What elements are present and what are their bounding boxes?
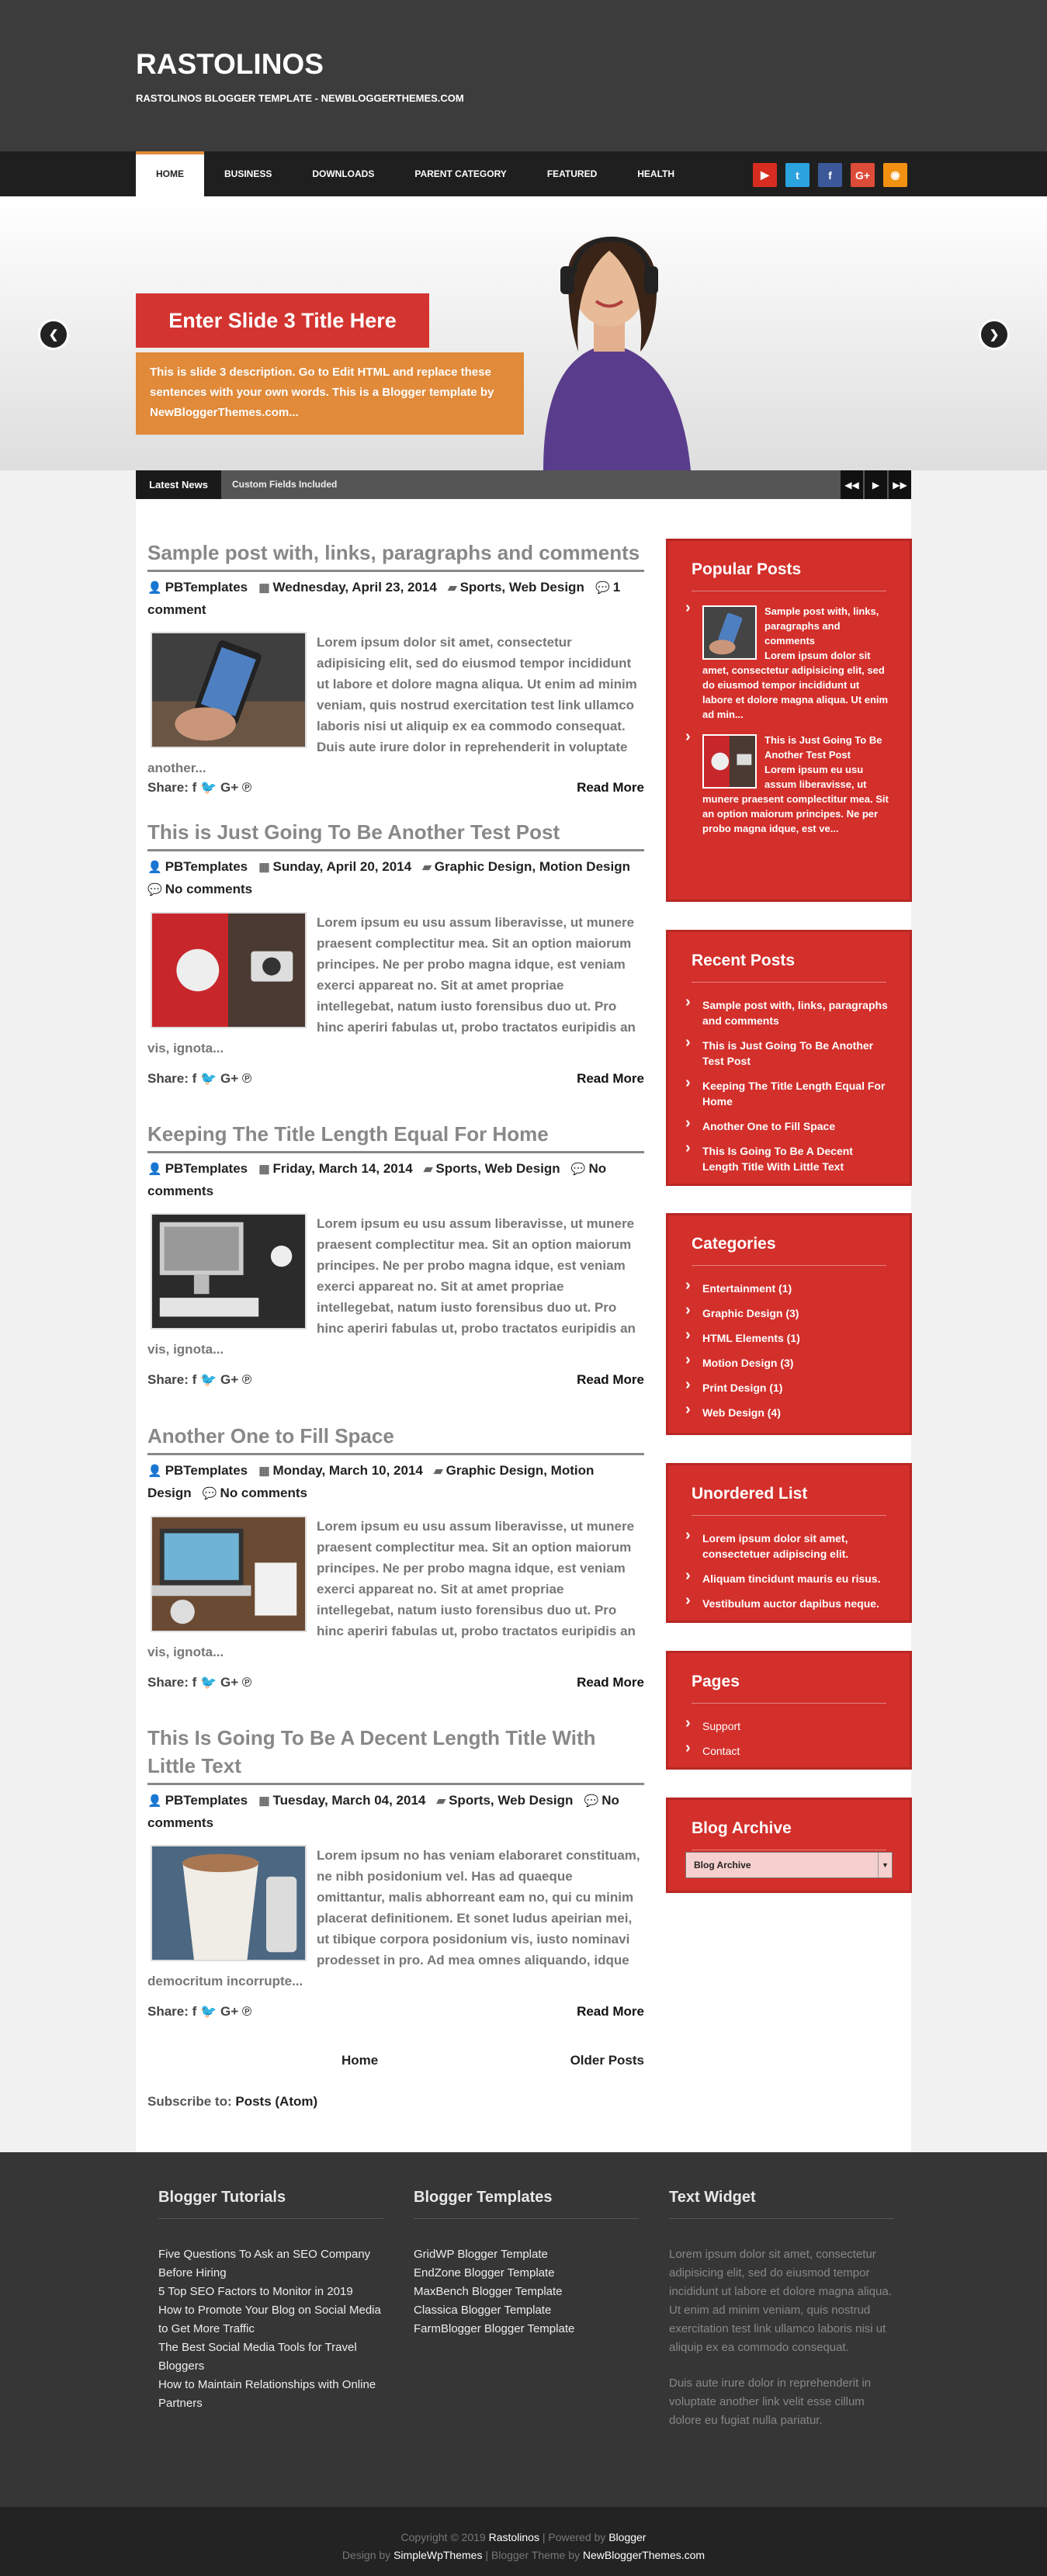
widget-title: Blog Archive [692,1819,792,1837]
archive-select-value: Blog Archive [694,1860,751,1870]
nav-featured[interactable]: FEATURED [546,168,598,179]
share-label: Share: [147,2004,189,2019]
comment-icon: 💬 [202,1487,217,1500]
home-link[interactable]: Home [341,2053,379,2068]
unordered-list-widget [666,1463,912,1623]
popular-posts-widget [666,539,912,902]
folder-icon: ▰ [434,1465,443,1478]
google-plus-icon[interactable]: G+ [220,780,239,795]
calendar-icon: ▦ [258,1794,270,1808]
copyright-bar [0,2507,1047,2576]
twitter-icon[interactable]: 🐦 [200,1675,217,1690]
chevron-down-icon: ▼ [878,1853,892,1877]
post-labels[interactable]: Graphic Design, Motion Design [434,859,630,874]
ticker-prev-icon[interactable]: ◀◀ [839,470,863,499]
footer-link[interactable]: The Best Social Media Tools for Travel Bloggers [158,2341,357,2373]
post-card [147,818,644,1090]
post-meta [147,1790,644,1834]
recent-post-link[interactable]: › Another One to Fill Space [685,1113,891,1138]
footer-link[interactable]: 5 Top SEO Factors to Monitor in 2019 [158,2285,353,2298]
post-title[interactable]: Another One to Fill Space [147,1422,644,1455]
recent-post-link[interactable]: › Keeping The Title Length Equal For Home [685,1073,891,1113]
footer-link[interactable]: How to Maintain Relationships with Online Partners [158,2378,376,2410]
subscribe-line [147,2094,317,2110]
widget-title: Recent Posts [692,952,796,969]
comment-icon: 💬 [595,581,610,595]
footer-link[interactable]: GridWP Blogger Template [414,2248,548,2261]
twitter-icon[interactable]: t [785,163,810,187]
pinterest-icon[interactable]: ℗ [241,1071,252,1086]
post-date: Wednesday, April 23, 2014 [272,580,437,595]
folder-icon: ▰ [448,581,457,595]
footer-link[interactable]: Five Questions To Ask an SEO Company Before Hiring [158,2248,371,2280]
copyright-text: Copyright © 2019 [400,2531,486,2543]
post-comments[interactable]: No comments [220,1486,307,1500]
post-thumbnail[interactable] [151,1845,307,1961]
post-meta [147,1158,644,1202]
rss-icon[interactable]: ◉ [883,163,907,187]
facebook-icon[interactable]: f [192,1071,197,1086]
user-icon: 👤 [147,581,162,595]
share-label: Share: [147,1675,189,1690]
google-plus-icon[interactable]: G+ [220,1071,239,1086]
user-icon: 👤 [147,1794,162,1808]
post-meta [147,856,644,901]
theme-link[interactable]: NewBloggerThemes.com [582,2549,706,2561]
post-author[interactable]: PBTemplates [165,859,248,874]
widget-title: Popular Posts [692,560,802,578]
google-plus-icon[interactable]: G+ [220,1372,239,1387]
post-comments[interactable]: No comments [147,1793,619,1830]
recent-post-link[interactable]: › This is Just Going To Be Another Test Post [685,1032,891,1073]
nav-home[interactable]: HOME [136,151,204,196]
ticker-play-icon[interactable]: ▶ [863,470,887,499]
post-excerpt: Lorem ipsum dolor sit amet, consectetur adipisicing elit, sed do eiusmod tempor incididunt ut labore et dolore magna aliqua. Ut enim ad minim veniam, quis nostrud exercitation test link ullamco laboris nisi ut aliquip ex ea commodo consequat. Duis aute irure dolor in reprehenderit in voluptate another... [147,635,637,775]
category-link[interactable]: › Graphic Design (3) [685,1300,891,1325]
site-logo[interactable]: RASTOLINOS [136,48,324,80]
footer-widget-title: Text Widget [669,2187,894,2219]
post-excerpt: Lorem ipsum eu usu assum liberavisse, ut munere praesent complectitur mea. Sit an option maiorum principes. Ne per probo magna idque, est veniam exerci appareat no. Sit at amet propriae intellegebat, natum iusto forensibus duo ut. Pro hinc aperiri fabulas ut, probo tractatos euripidis an vis, ignota... [147,1216,636,1357]
twitter-icon[interactable]: 🐦 [200,1372,217,1387]
post-share-bar [147,1368,644,1392]
nav-business[interactable]: BUSINESS [224,168,272,179]
read-more-link[interactable]: Read More [577,1071,644,1086]
post-labels[interactable]: Sports, Web Design [459,580,584,595]
footer-link[interactable]: EndZone Blogger Template [414,2266,555,2280]
calendar-icon: ▦ [258,581,270,595]
twitter-icon[interactable]: 🐦 [200,1071,217,1086]
design-text: Design by [341,2549,391,2561]
post-share-bar [147,776,644,799]
categories-widget [666,1213,912,1435]
post-title[interactable]: This Is Going To Be A Decent Length Title With Little Text [147,1724,644,1785]
popular-post-title[interactable]: › Sample post with, links, paragraphs and comments [764,605,879,647]
popular-post-snippet: Lorem ipsum dolor sit amet, consectetur adipisicing elit, sed do eiusmod tempor incididunt ut labore et dolore magna aliqua. Ut enim ad min... [702,650,889,720]
calendar-icon: ▦ [258,1465,270,1478]
post-author[interactable]: PBTemplates [165,580,248,595]
facebook-icon[interactable]: f [192,1372,197,1387]
site-header [0,0,1047,151]
news-ticker [136,470,911,499]
post-comments[interactable]: No comments [147,1161,607,1198]
post-title[interactable]: Keeping The Title Length Equal For Home [147,1120,644,1153]
popular-post-item[interactable] [685,728,891,842]
footer-link[interactable]: FarmBlogger Blogger Template [414,2322,575,2335]
read-more-link[interactable]: Read More [577,2004,644,2019]
share-label: Share: [147,1071,189,1086]
footer-text: Lorem ipsum dolor sit amet, consectetur adipisicing elit, sed do eiusmod tempor incididunt ut labore et dolore magna aliqua. Ut enim ad minim veniam, quis nostrud exercitation test link ullamco laboris nisi ut aliquip ex ea commodo consequat. [669,2248,892,2354]
footer-link[interactable]: MaxBench Blogger Template [414,2285,563,2298]
archive-select[interactable] [685,1852,893,1878]
pinterest-icon[interactable]: ℗ [241,1372,252,1387]
post-author[interactable]: PBTemplates [165,1161,248,1176]
footer-text: Duis aute irure dolor in reprehenderit in voluptate another link velit esse cillum dolore eu fugiat nulla pariatur. [669,2377,872,2427]
folder-icon: ▰ [436,1794,446,1808]
footer-link[interactable]: How to Promote Your Blog on Social Media to Get More Traffic [158,2304,381,2335]
nav-parent-category[interactable]: PARENT CATEGORY [414,168,507,179]
post-card [147,1724,644,2023]
popular-post-snippet: Lorem ipsum eu usu assum liberavisse, ut munere praesent complectitur mea. Sit an option maiorum principes. Ne per probo magna idque, est ve... [702,764,889,834]
nav-downloads[interactable]: DOWNLOADS [312,168,375,179]
youtube-icon[interactable]: ▶ [753,163,777,187]
post-share-bar [147,1067,644,1090]
category-link[interactable]: › Motion Design (3) [685,1350,891,1375]
site-link[interactable]: Rastolinos [488,2531,539,2543]
comment-icon: 💬 [147,883,162,896]
footer-text-widget [669,2187,894,2430]
popular-post-title[interactable]: › This is Just Going To Be Another Test Post [764,734,882,761]
post-share-bar [147,1671,644,1694]
category-link[interactable]: › Print Design (1) [685,1375,891,1399]
page-link[interactable]: › Contact [685,1738,891,1763]
facebook-icon[interactable]: f [818,163,842,187]
widget-title: Unordered List [692,1485,808,1503]
read-more-link[interactable]: Read More [577,1675,644,1690]
powered-text: | Powered by [542,2531,606,2543]
ticker-next-icon[interactable]: ▶▶ [887,470,911,499]
recent-post-link[interactable]: › Sample post with, links, paragraphs and comments [685,992,891,1032]
post-date: Sunday, April 20, 2014 [272,859,412,874]
footer-widget-title: Blogger Templates [414,2187,639,2219]
footer-tutorials [158,2187,383,2413]
slider-next-button[interactable]: ❯ [979,319,1010,350]
pinterest-icon[interactable]: ℗ [241,2004,252,2019]
post-date: Tuesday, March 04, 2014 [272,1793,426,1808]
post-labels[interactable]: Sports, Web Design [435,1161,560,1176]
post-card [147,539,644,799]
post-date: Monday, March 10, 2014 [272,1463,423,1478]
twitter-icon[interactable]: 🐦 [200,2004,217,2019]
recent-posts-widget [666,930,912,1186]
post-excerpt: Lorem ipsum eu usu assum liberavisse, ut munere praesent complectitur mea. Sit an option maiorum principes. Ne per probo magna idque, est veniam exerci appareat no. Sit at amet propriae intellegebat, natum iusto forensibus duo ut. Pro hinc aperiri fabulas ut, probo tractatos euripidis an vis, ignota... [147,915,636,1056]
post-card [147,1120,644,1392]
post-thumbnail[interactable] [151,1516,307,1632]
google-plus-icon[interactable]: G+ [220,1675,239,1690]
folder-icon: ▰ [422,861,432,874]
post-share-bar [147,2000,644,2023]
facebook-icon[interactable]: f [192,1675,197,1690]
category-link[interactable]: › Web Design (4) [685,1399,891,1424]
list-item: › Vestibulum auctor dapibus neque. [685,1590,891,1615]
recent-post-link[interactable]: › This Is Going To Be A Decent Length Title With Little Text [685,1138,891,1178]
post-thumbnail[interactable] [151,1213,307,1330]
category-link[interactable]: › Entertainment (1) [685,1275,891,1300]
blog-archive-widget [666,1798,912,1893]
user-icon: 👤 [147,861,162,874]
slide-title[interactable]: Enter Slide 3 Title Here [136,293,429,348]
post-comments[interactable]: No comments [165,882,253,896]
post-author[interactable]: PBTemplates [165,1793,248,1808]
pinterest-icon[interactable]: ℗ [241,780,252,795]
pinterest-icon[interactable]: ℗ [241,1675,252,1690]
folder-icon: ▰ [423,1163,433,1176]
post-meta [147,577,644,621]
post-comments[interactable]: 1 comment [147,580,621,617]
google-plus-icon[interactable]: G+ [851,163,875,187]
user-icon: 👤 [147,1163,162,1176]
ticker-controls [839,470,911,499]
comment-icon: 💬 [570,1163,586,1176]
page-link[interactable]: › Support [685,1713,891,1738]
list-item: › Aliquam tincidunt mauris eu risus. [685,1565,891,1590]
post-excerpt: Lorem ipsum eu usu assum liberavisse, ut munere praesent complectitur mea. Sit an option maiorum principes. Ne per probo magna idque, est veniam exerci appareat no. Sit at amet propriae intellegebat, natum iusto forensibus duo ut. Pro hinc aperiri fabulas ut, probo tractatos euripidis an vis, ignota... [147,1519,636,1659]
google-plus-icon[interactable]: G+ [220,2004,239,2019]
post-date: Friday, March 14, 2014 [272,1161,413,1176]
facebook-icon[interactable]: f [192,780,197,795]
ticker-item[interactable]: Custom Fields Included [232,479,338,490]
blogger-link[interactable]: Blogger [608,2531,647,2543]
site-tagline: RASTOLINOS BLOGGER TEMPLATE - NEWBLOGGERTHEMES.COM [136,92,464,104]
social-icons [753,163,907,187]
theme-text: | Blogger Theme by [485,2549,581,2561]
slide-image [497,196,722,470]
twitter-icon[interactable]: 🐦 [200,780,217,795]
facebook-icon[interactable]: f [192,2004,197,2019]
designer-link[interactable]: SimpleWpThemes [393,2549,483,2561]
slider-prev-button[interactable]: ❮ [38,319,69,350]
share-label: Share: [147,1372,189,1387]
share-label: Share: [147,780,189,795]
post-card [147,1422,644,1694]
nav-health[interactable]: HEALTH [637,168,675,179]
main-navbar [0,151,1047,196]
post-excerpt: Lorem ipsum no has veniam elaboraret constituam, ne nibh posidonium vel. Has ad quaeque omittantur, malis abhorreant eam no, qui cu minim placerat definitionem. Et sonet ludus apeirian mei, ut tibique corpora posidonium vis, iusto nominavi prodesset in pro. Ad mea omnes aliquando, idque democritum incorrupte... [147,1848,640,1988]
post-labels[interactable]: Graphic Design, Motion Design [147,1463,595,1500]
main-menu [136,151,695,196]
footer-widget-title: Blogger Tutorials [158,2187,383,2219]
calendar-icon: ▦ [258,1163,270,1176]
post-title[interactable]: This is Just Going To Be Another Test Post [147,818,644,851]
widget-title: Pages [692,1673,740,1690]
footer-link[interactable]: Classica Blogger Template [414,2304,552,2317]
post-thumbnail[interactable] [151,912,307,1028]
post-meta [147,1460,644,1505]
widget-title: Categories [692,1235,776,1253]
slide-description: This is slide 3 description. Go to Edit HTML and replace these sentences with your own words. This is a Blogger template by NewBloggerThemes.com... [136,352,524,435]
subscribe-label: Subscribe to: [147,2094,232,2109]
user-icon: 👤 [147,1465,162,1478]
calendar-icon: ▦ [258,861,270,874]
post-title[interactable]: Sample post with, links, paragraphs and comments [147,539,644,572]
list-item: › Lorem ipsum dolor sit amet, consectetuer adipiscing elit. [685,1525,891,1565]
post-author[interactable]: PBTemplates [165,1463,248,1478]
pages-widget [666,1651,912,1770]
popular-post-thumbnail[interactable] [702,734,757,789]
read-more-link[interactable]: Read More [577,780,644,795]
read-more-link[interactable]: Read More [577,1372,644,1387]
comment-icon: 💬 [584,1794,599,1808]
post-labels[interactable]: Sports, Web Design [449,1793,574,1808]
popular-post-item[interactable] [685,599,891,728]
popular-post-thumbnail[interactable] [702,605,757,660]
subscribe-link[interactable]: Posts (Atom) [235,2094,318,2109]
ticker-label: Latest News [136,470,221,499]
older-posts-link[interactable]: Older Posts [570,2053,644,2068]
category-link[interactable]: › HTML Elements (1) [685,1325,891,1350]
footer-templates [414,2187,639,2339]
post-thumbnail[interactable] [151,632,307,748]
